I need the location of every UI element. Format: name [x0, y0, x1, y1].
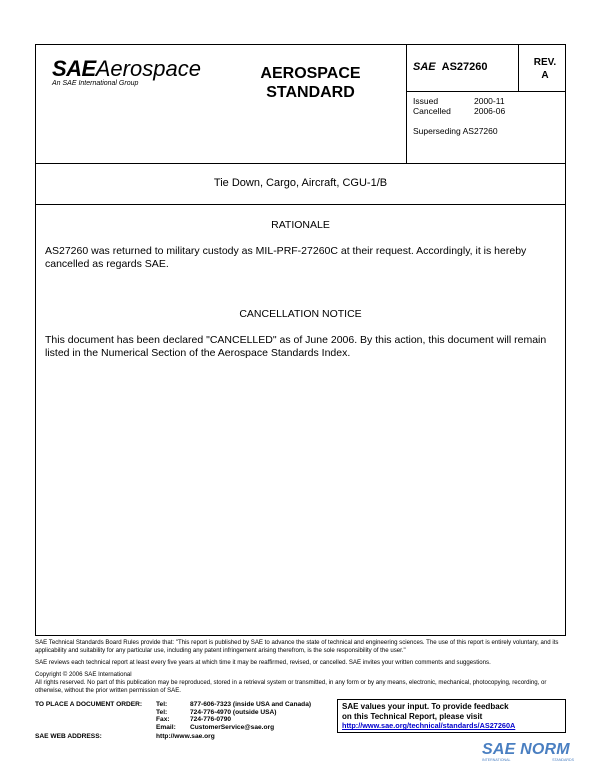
- superseding-note: Superseding AS27260: [413, 126, 498, 136]
- document-type-line2: STANDARD: [266, 84, 355, 101]
- document-number-block: [413, 61, 488, 73]
- web-address[interactable]: http://www.sae.org: [156, 733, 215, 740]
- subject-divider: [35, 204, 566, 205]
- feedback-line2: on this Technical Report, please visit: [342, 711, 483, 721]
- norm-sub-left: INTERNATIONAL: [482, 758, 511, 762]
- contact-email-value[interactable]: CustomerService@sae.org: [190, 724, 275, 732]
- document-type: [213, 64, 408, 102]
- feedback-link[interactable]: http://www.sae.org/technical/standards/AS27260A: [342, 721, 516, 731]
- issued-value: 2000-11: [474, 96, 505, 106]
- cancellation-heading: CANCELLATION NOTICE: [239, 308, 362, 320]
- revision-value: A: [541, 70, 549, 81]
- contact-fax-value: 724-776-0790: [190, 716, 232, 724]
- document-type-line1: AEROSPACE: [260, 65, 361, 82]
- copyright-text: Copyright © 2006 SAE International: [35, 671, 132, 678]
- norm-sub-right: STANDARDS: [552, 758, 574, 762]
- sae-norm-logo: [482, 741, 594, 771]
- board-rules-text: SAE Technical Standards Board Rules provide that: "This report is published by SAE to advance the state of technical and engineering sciences. The use of this report is entirely voluntary, and its applicability and suitability for any particular use, including any patent infringement arising therefrom, is the sole responsibility of the user.": [35, 639, 559, 654]
- cancelled-label: Cancelled: [413, 106, 451, 116]
- logo-brand: SAE: [52, 56, 96, 81]
- contact-values: [190, 701, 335, 732]
- document-subject: Tie Down, Cargo, Aircraft, CGU-1/B: [213, 177, 388, 189]
- feedback-box: [337, 699, 566, 733]
- document-number: AS27260: [441, 61, 488, 73]
- body-frame: [35, 164, 566, 636]
- rights-text: All rights reserved. No part of this publication may be reproduced, stored in a retrieval system or transmitted, in any form or by any means, electronic, mechanical, photocopying, recording, or otherwise, without the prior written permission of SAE.: [35, 679, 547, 694]
- norm-logo-text: SAE NORM: [482, 741, 570, 758]
- feedback-line1: SAE values your input. To provide feedback: [342, 702, 509, 711]
- revision-label: REV.: [533, 57, 557, 68]
- cancelled-value: 2006-06: [474, 106, 506, 116]
- review-text: SAE reviews each technical report at least every five years at which time it may be reaffirmed, revised, or cancelled. SAE invites your written comments and suggestions.: [35, 659, 491, 666]
- header-divider-3: [406, 91, 566, 92]
- contact-tel-label: Tel:: [156, 701, 168, 708]
- rationale-text: AS27260 was returned to military custody as MIL-PRF-27260C at their request. Accordingly, it is hereby cancelled as regards SAE.: [45, 245, 527, 270]
- logo-tagline: An SAE International Group: [52, 80, 139, 87]
- rationale-heading: RATIONALE: [271, 219, 330, 231]
- issued-label: Issued: [413, 96, 439, 106]
- contact-tel-value: 877-606-7323 (inside USA and Canada): [190, 701, 312, 708]
- cancellation-text: This document has been declared "CANCELLED" as of June 2006. By this action, this document will remain listed in the Numerical Section of the Aerospace Standards Index.: [45, 334, 547, 359]
- web-label: SAE WEB ADDRESS:: [35, 733, 102, 740]
- contact-labels: [156, 701, 190, 732]
- contact-fax-label: Fax:: [156, 716, 170, 724]
- header-divider-2: [518, 44, 519, 92]
- header-divider-1: [406, 44, 407, 164]
- sae-small-logo: SAE: [413, 61, 436, 73]
- contact-tel2-label: Tel:: [156, 708, 168, 716]
- revision-block: [525, 56, 565, 82]
- contact-tel2-value: 724-776-4970 (outside USA): [190, 708, 277, 716]
- sae-aerospace-logo: [52, 56, 212, 87]
- order-label: TO PLACE A DOCUMENT ORDER:: [35, 701, 143, 708]
- logo-name: Aerospace: [95, 56, 201, 81]
- contact-email-label: Email:: [156, 724, 176, 732]
